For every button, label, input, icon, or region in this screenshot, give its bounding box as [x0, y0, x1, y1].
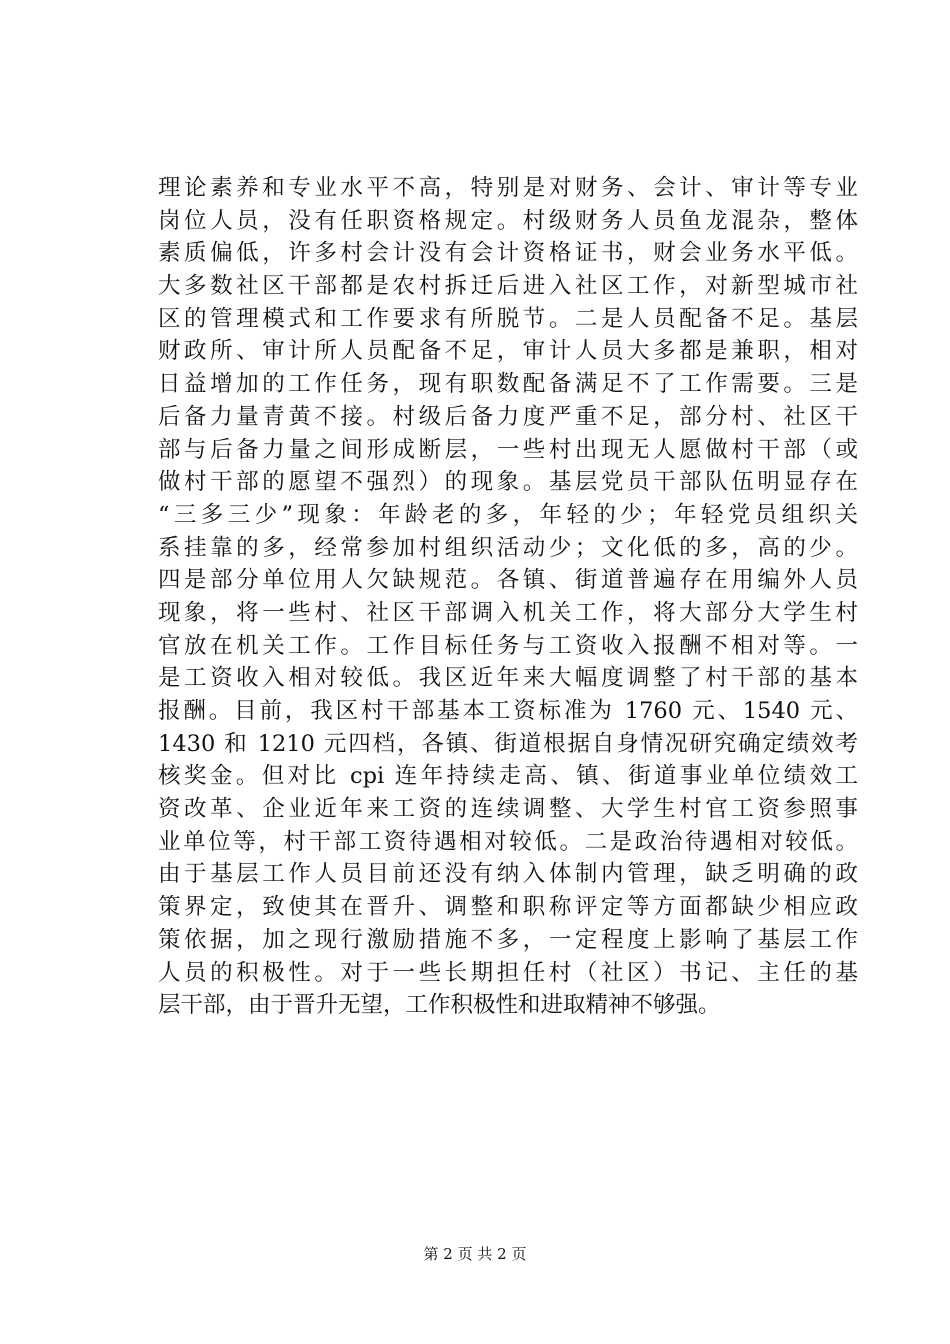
- text-line: 理论素养和专业水平不高，特别是对财务、会计、审计等专业: [158, 175, 858, 201]
- text-line: 层干部，由于晋升无望，工作积极性和进取精神不够强。: [158, 992, 721, 1019]
- text-line: 报酬。目前，我区村干部基本工资标准为 1760 元、1540 元、: [158, 698, 858, 724]
- text-line: 素质偏低，许多村会计没有会计资格证书，财会业务水平低。: [158, 240, 858, 267]
- text-line: 人员的积极性。对于一些长期担任村（社区）书记、主任的基: [158, 959, 858, 986]
- text-line: 区的管理模式和工作要求有所脱节。二是人员配备不足。基层: [158, 305, 858, 332]
- text-line: 后备力量青黄不接。村级后备力度严重不足，部分村、社区干: [158, 403, 858, 430]
- body-text: [158, 172, 858, 1022]
- text-line: 由于基层工作人员目前还没有纳入体制内管理，缺乏明确的政: [158, 861, 858, 888]
- text-line: 做村干部的愿望不强烈）的现象。基层党员干部队伍明显存在: [158, 469, 858, 496]
- text-line: 部与后备力量之间形成断层，一些村出现无人愿做村干部（或: [158, 436, 858, 463]
- text-line: 岗位人员，没有任职资格规定。村级财务人员鱼龙混杂，整体: [158, 207, 858, 234]
- text-line: 官放在机关工作。工作目标任务与工资收入报酬不相对等。一: [158, 632, 858, 659]
- text-line: 策界定，致使其在晋升、调整和职称评定等方面都缺少相应政: [158, 894, 858, 921]
- text-line: 业单位等，村干部工资待遇相对较低。二是政治待遇相对较低。: [158, 828, 858, 855]
- text-line: 1430 和 1210 元四档，各镇、街道根据自身情况研究确定绩效考: [158, 730, 858, 757]
- text-line: 财政所、审计所人员配备不足，审计人员大多都是兼职，相对: [158, 338, 858, 365]
- text-line: “三多三少”现象：年龄老的多，年轻的少；年轻党员组织关: [158, 501, 858, 528]
- text-line: 系挂靠的多，经常参加村组织活动少；文化低的多，高的少。: [158, 534, 858, 561]
- text-line: 四是部分单位用人欠缺规范。各镇、街道普遍存在用编外人员: [158, 567, 858, 594]
- text-line: 核奖金。但对比 cpi 连年持续走高、镇、街道事业单位绩效工: [158, 763, 858, 790]
- text-line: 大多数社区干部都是农村拆迁后进入社区工作，对新型城市社: [158, 273, 858, 300]
- page-number-footer: 第 2 页 共 2 页: [423, 1245, 527, 1263]
- text-line: 现象，将一些村、社区干部调入机关工作，将大部分大学生村: [158, 599, 858, 626]
- text-line: 日益增加的工作任务，现有职数配备满足不了工作需要。三是: [158, 371, 858, 398]
- text-line: 是工资收入相对较低。我区近年来大幅度调整了村干部的基本: [158, 665, 858, 692]
- text-line: 资改革、企业近年来工资的连续调整、大学生村官工资参照事: [158, 796, 858, 823]
- text-line: 策依据，加之现行激励措施不多，一定程度上影响了基层工作: [158, 926, 858, 953]
